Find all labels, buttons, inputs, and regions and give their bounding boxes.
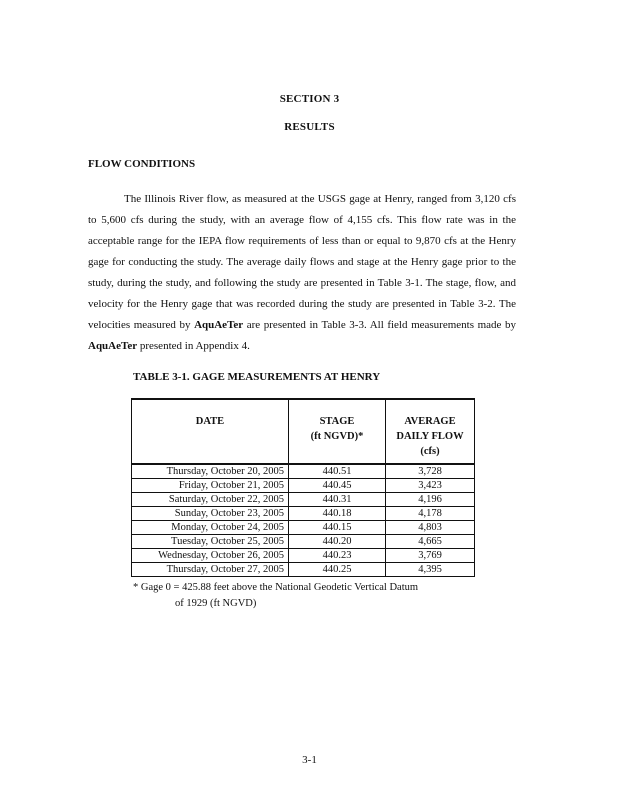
flow-header-line3: (cfs) — [420, 446, 440, 457]
table-row — [132, 464, 475, 479]
stage-column-header — [289, 399, 386, 464]
stage-cell: 440.18 — [289, 507, 386, 521]
results-title: RESULTS — [284, 121, 335, 133]
flow-cell: 4,196 — [386, 493, 475, 507]
section-title: SECTION 3 — [279, 93, 340, 105]
table-row — [132, 479, 475, 493]
flow-column-header — [386, 399, 475, 464]
stage-cell: 440.15 — [289, 521, 386, 535]
stage-header-line1: STAGE — [319, 416, 355, 427]
flow-cell: 3,423 — [386, 479, 475, 493]
date-cell: Sunday, October 23, 2005 — [132, 507, 289, 521]
flow-conditions-paragraph — [88, 189, 516, 357]
date-cell: Thursday, October 27, 2005 — [132, 563, 289, 577]
table-row — [132, 563, 475, 577]
date-column-header — [132, 399, 289, 464]
date-cell: Saturday, October 22, 2005 — [132, 493, 289, 507]
company-name: AquAeTer — [194, 319, 244, 331]
table-row — [132, 493, 475, 507]
gage-measurements-table — [131, 398, 475, 577]
paragraph-text-1: The Illinois River flow, as measured at the USGS gage at Henry, ranged from 3,120 cfs to 5,600 cfs during the study, with an average flow of 4,155 cfs. This flow rate was in the acceptable range for the IEPA flow requirements of less than or equal to 9,870 cfs at the Henry gage for conducting the study. The average daily flows and stage at the Henry gage prior to the study, during the study, and following the study are presented in Table 3-1. The stage, flow, and velocity for the Henry gage that was recorded during the study are presented in Table 3-2. The velocities measured by — [88, 193, 516, 331]
date-cell: Tuesday, October 25, 2005 — [132, 535, 289, 549]
flow-conditions-heading: FLOW CONDITIONS — [88, 158, 196, 170]
page-number: 3-1 — [302, 754, 317, 766]
table-row — [132, 549, 475, 563]
footnote-line1: * Gage 0 = 425.88 feet above the National Geodetic Vertical Datum — [133, 582, 419, 593]
date-header-label: DATE — [195, 416, 225, 427]
stage-cell: 440.25 — [289, 563, 386, 577]
flow-cell: 3,728 — [386, 464, 475, 479]
stage-cell: 440.23 — [289, 549, 386, 563]
paragraph-text-3: presented in Appendix 4. — [137, 340, 250, 352]
stage-cell: 440.51 — [289, 464, 386, 479]
paragraph-text-2: are presented in Table 3-3. All field measurements made by — [243, 319, 516, 331]
stage-header-line2: (ft NGVD)* — [310, 431, 364, 442]
flow-cell: 4,665 — [386, 535, 475, 549]
table-header-row — [132, 399, 475, 464]
company-name: AquAeTer — [88, 340, 138, 352]
date-cell: Thursday, October 20, 2005 — [132, 464, 289, 479]
flow-cell: 4,178 — [386, 507, 475, 521]
date-cell: Friday, October 21, 2005 — [132, 479, 289, 493]
table-row — [132, 535, 475, 549]
date-cell: Wednesday, October 26, 2005 — [132, 549, 289, 563]
flow-cell: 4,395 — [386, 563, 475, 577]
table-row — [132, 507, 475, 521]
flow-header-line1: AVERAGE — [404, 416, 456, 427]
stage-cell: 440.45 — [289, 479, 386, 493]
flow-cell: 4,803 — [386, 521, 475, 535]
table-row — [132, 521, 475, 535]
flow-cell: 3,769 — [386, 549, 475, 563]
stage-cell: 440.31 — [289, 493, 386, 507]
table-footnote — [133, 580, 418, 612]
table-caption: TABLE 3-1. GAGE MEASUREMENTS AT HENRY — [133, 371, 381, 383]
stage-cell: 440.20 — [289, 535, 386, 549]
footnote-line2: of 1929 (ft NGVD) — [175, 598, 257, 609]
date-cell: Monday, October 24, 2005 — [132, 521, 289, 535]
flow-header-line2: DAILY FLOW — [396, 431, 464, 442]
